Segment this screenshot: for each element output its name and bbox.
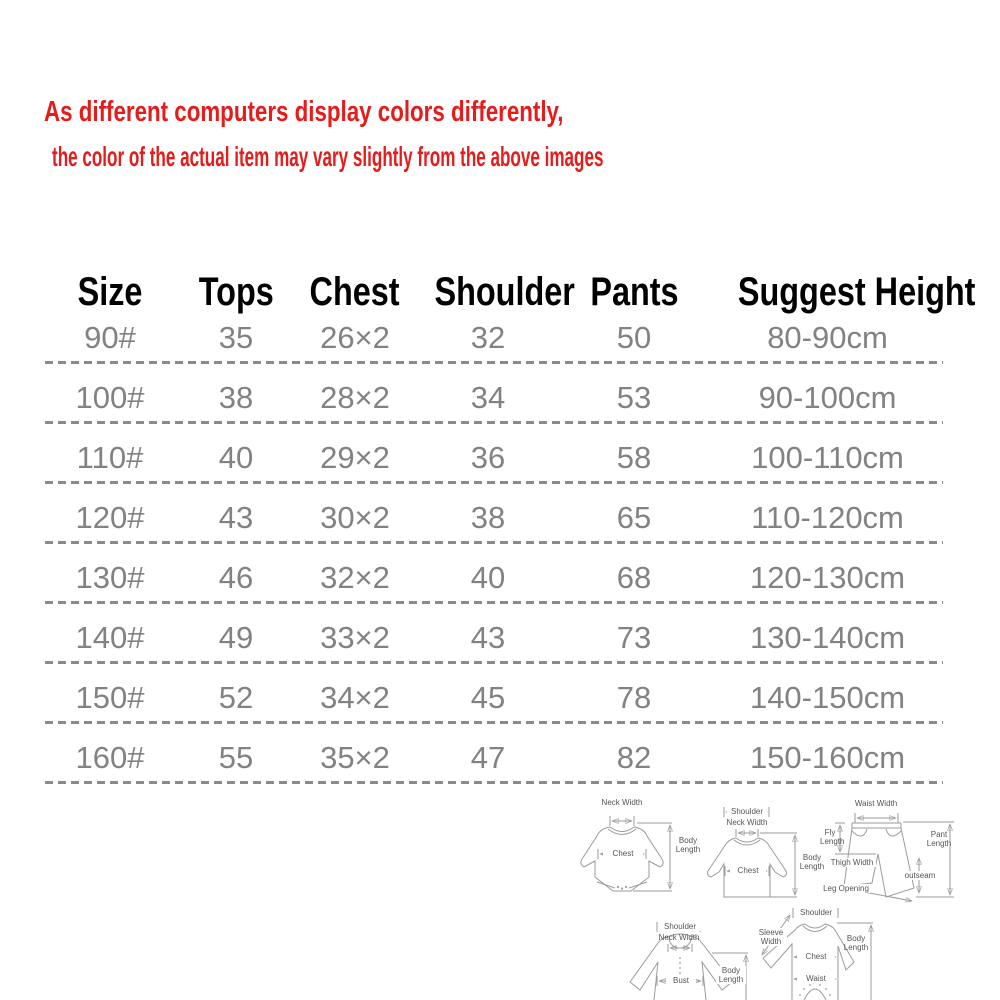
table-cell-suggest-height: 110-120cm	[751, 500, 904, 535]
table-cell-tops: 49	[218, 620, 254, 655]
table-cell-tops: 35	[218, 320, 254, 355]
romper-chest-label: Chest	[797, 952, 835, 961]
table-cell-tops: 40	[218, 440, 254, 475]
table-cell-pants: 82	[616, 740, 652, 775]
table-row	[40, 484, 945, 544]
table-row	[40, 664, 945, 724]
table-cell-pants: 50	[616, 320, 652, 355]
color-disclaimer	[44, 96, 956, 173]
col-header-tops: Tops	[198, 270, 274, 314]
table-cell-chest: 34×2	[320, 680, 390, 715]
table-cell-chest: 33×2	[320, 620, 390, 655]
table-cell-tops: 55	[218, 740, 254, 775]
bodysuit-body-length-label: Body Length	[675, 836, 701, 854]
table-cell-tops: 43	[218, 500, 254, 535]
table-cell-shoulder: 36	[470, 440, 506, 475]
shirt-shoulder-label: Shoulder	[659, 922, 701, 931]
table-cell-suggest-height: 130-140cm	[749, 620, 906, 655]
table-row	[40, 544, 945, 604]
col-header-size: Size	[77, 270, 143, 314]
table-row	[40, 364, 945, 424]
shorts-thigh-width-label: Thigh Width	[828, 858, 876, 867]
romper-sleeve-width-label: Sleeve Width	[755, 928, 787, 946]
col-header-suggest-height: Suggest Height	[737, 270, 976, 314]
tshirt-neck-width-label: Neck Width	[726, 818, 768, 827]
romper-measure-diagram	[755, 898, 890, 1000]
shirt-outline-icon	[620, 900, 755, 1000]
table-cell-suggest-height: 140-150cm	[749, 680, 906, 715]
disclaimer-line-2: the color of the actual item may vary slightly from the above images	[52, 141, 604, 172]
table-cell-size: 150#	[75, 680, 145, 715]
table-cell-suggest-height: 100-110cm	[751, 440, 904, 475]
table-cell-chest: 28×2	[320, 380, 390, 415]
shorts-fly-length-label: Fly Length	[820, 828, 845, 846]
col-header-chest: Chest	[309, 270, 401, 314]
shorts-pant-length-label: Pant Length	[926, 830, 952, 848]
shirt-body-length-label: Body Length	[716, 966, 746, 984]
table-cell-shoulder: 43	[470, 620, 506, 655]
table-cell-shoulder: 40	[470, 560, 506, 595]
table-cell-size: 110#	[76, 440, 144, 475]
table-cell-shoulder: 45	[470, 680, 506, 715]
table-cell-pants: 73	[616, 620, 652, 655]
table-row	[40, 424, 945, 484]
table-cell-size: 140#	[75, 620, 145, 655]
size-table-body	[40, 304, 945, 784]
bodysuit-chest-label: Chest	[603, 849, 643, 858]
table-cell-pants: 78	[616, 680, 652, 715]
shorts-leg-opening-label: Leg Opening	[823, 884, 869, 893]
shirt-neck-width-label: Neck Width	[658, 933, 700, 942]
table-cell-size: 120#	[75, 500, 145, 535]
col-header-pants: Pants	[589, 270, 679, 314]
table-cell-chest: 29×2	[320, 440, 390, 475]
table-cell-pants: 68	[616, 560, 652, 595]
tshirt-shoulder-label: Shoulder	[727, 807, 767, 816]
table-cell-shoulder: 32	[470, 320, 506, 355]
table-row	[40, 724, 945, 784]
tshirt-measure-diagram	[702, 803, 827, 903]
table-cell-size: 90#	[84, 320, 136, 355]
table-cell-size: 160#	[75, 740, 145, 775]
col-header-shoulder: Shoulder	[434, 270, 575, 314]
shorts-waist-width-label: Waist Width	[854, 799, 898, 808]
table-cell-tops: 46	[218, 560, 254, 595]
table-cell-suggest-height: 150-160cm	[749, 740, 906, 775]
tshirt-body-length-label: Body Length	[799, 853, 825, 871]
shorts-outline-icon	[820, 798, 1000, 913]
table-cell-tops: 52	[218, 680, 254, 715]
table-cell-pants: 53	[616, 380, 652, 415]
shorts-outseam-label: outseam	[900, 871, 940, 880]
table-cell-suggest-height: 90-100cm	[758, 380, 897, 415]
bodysuit-measure-diagram	[565, 798, 705, 903]
table-row	[40, 304, 945, 364]
table-cell-chest: 30×2	[320, 500, 390, 535]
bodysuit-neck-width-label: Neck Width	[601, 798, 643, 807]
table-cell-shoulder: 34	[470, 380, 506, 415]
table-cell-size: 100#	[75, 380, 145, 415]
romper-body-length-label: Body Length	[843, 934, 869, 952]
table-cell-suggest-height: 80-90cm	[767, 320, 888, 355]
romper-shoulder-label: Shoulder	[795, 908, 837, 917]
table-cell-shoulder: 47	[470, 740, 506, 775]
table-cell-chest: 32×2	[320, 560, 390, 595]
table-cell-shoulder: 38	[470, 500, 506, 535]
shirt-measure-diagram	[620, 900, 755, 1000]
tshirt-chest-label: Chest	[730, 866, 766, 875]
table-cell-tops: 38	[218, 380, 254, 415]
table-cell-suggest-height: 120-130cm	[749, 560, 906, 595]
table-cell-pants: 58	[616, 440, 652, 475]
table-cell-size: 130#	[75, 560, 145, 595]
disclaimer-line-1: As different computers display colors differently,	[44, 96, 564, 128]
table-cell-chest: 26×2	[320, 320, 390, 355]
table-cell-chest: 35×2	[320, 740, 390, 775]
shorts-measure-diagram	[820, 798, 1000, 913]
table-cell-pants: 65	[616, 500, 652, 535]
table-row	[40, 604, 945, 664]
romper-waist-label: Waist	[797, 974, 835, 983]
shirt-bust-label: Bust	[666, 976, 696, 985]
